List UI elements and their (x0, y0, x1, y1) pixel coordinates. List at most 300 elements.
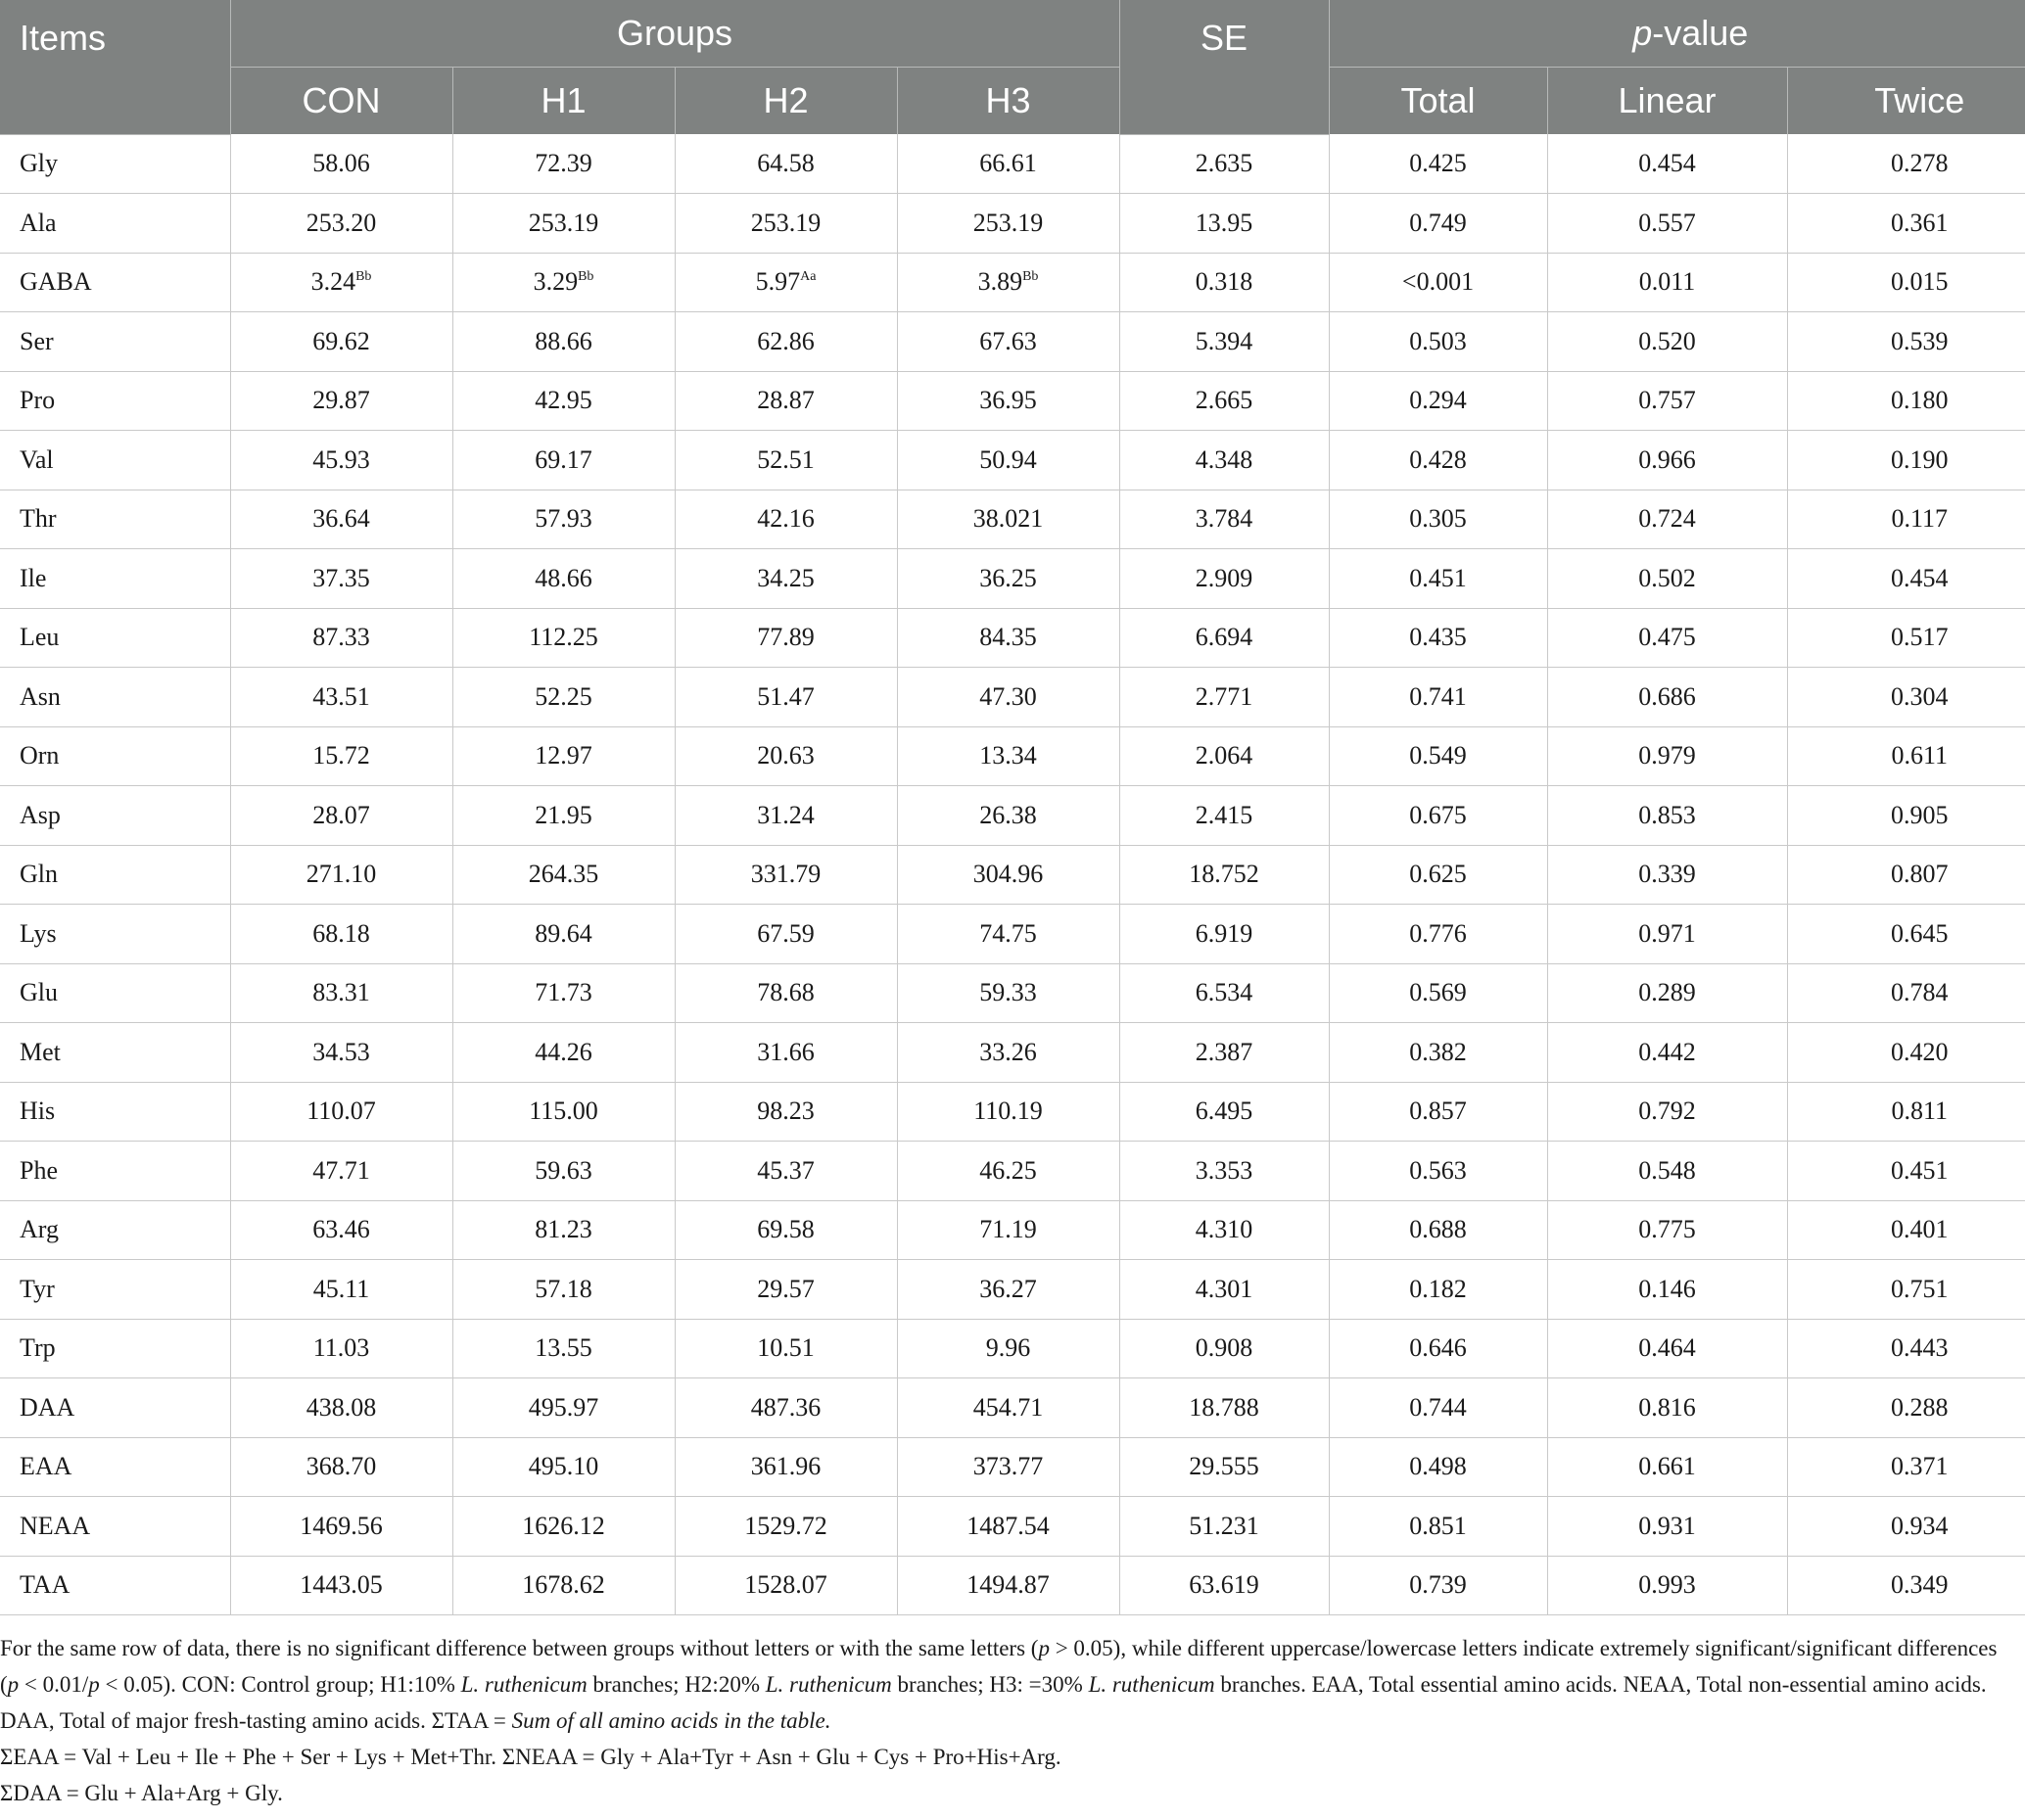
cell-value: 72.39 (535, 149, 592, 177)
cell-con (230, 1319, 452, 1378)
cell-linear (1547, 1260, 1787, 1320)
cell-total (1329, 549, 1547, 609)
cell-value: <0.001 (1401, 267, 1475, 297)
cell-value: 487.36 (750, 1392, 822, 1422)
cell-se (1119, 963, 1329, 1023)
cell-linear (1547, 905, 1787, 964)
row-label (0, 371, 230, 431)
cell-value: 0.117 (1891, 504, 1949, 534)
cell-linear (1547, 1142, 1787, 1201)
cell-value: 0.442 (1638, 1037, 1696, 1066)
cell-value: 2.064 (1195, 741, 1253, 770)
cell-value: 68.18 (312, 918, 370, 948)
cell-value: EAA (20, 1452, 72, 1481)
cell-h1 (452, 1142, 675, 1201)
cell-h1 (452, 1378, 675, 1438)
cell-h1 (452, 431, 675, 490)
row-label (0, 1082, 230, 1142)
cell-value: 0.857 (1409, 1097, 1467, 1126)
cell-linear (1547, 134, 1787, 194)
cell-value: 454.71 (972, 1392, 1044, 1422)
cell-twice (1787, 549, 2025, 609)
cell-se (1119, 608, 1329, 668)
cell-value: 31.24 (757, 800, 815, 829)
table-row (0, 905, 2025, 964)
table-row (0, 1437, 2025, 1497)
cell-value: 88.66 (535, 326, 592, 355)
significance-letters: Aa (800, 269, 817, 285)
footnote-italic: L. ruthenicum (765, 1672, 892, 1697)
cell-con (230, 1497, 452, 1557)
row-label (0, 1378, 230, 1438)
table-footnote (0, 1630, 2017, 1811)
cell-twice (1787, 608, 2025, 668)
table-row (0, 431, 2025, 490)
cell-value: 0.382 (1409, 1037, 1467, 1066)
cell-h3 (897, 668, 1119, 727)
cell-value: 0.934 (1891, 1511, 1949, 1540)
cell-se (1119, 549, 1329, 609)
cell-value: 13.34 (979, 741, 1037, 770)
cell-value: 51.47 (757, 681, 815, 711)
header-groups: Groups (230, 0, 1119, 68)
cell-value: 89.64 (535, 918, 592, 948)
cell-se (1119, 490, 1329, 549)
table-row (0, 549, 2025, 609)
cell-linear (1547, 1200, 1787, 1260)
cell-linear (1547, 490, 1787, 549)
table-row (0, 1378, 2025, 1438)
cell-value: 44.26 (535, 1037, 592, 1066)
cell-value: 495.97 (528, 1392, 599, 1422)
table-row (0, 668, 2025, 727)
cell-twice (1787, 312, 2025, 372)
cell-value: 31.66 (757, 1037, 815, 1066)
cell-value: 0.851 (1409, 1511, 1467, 1540)
cell-h3 (897, 1378, 1119, 1438)
cell-value: 0.349 (1891, 1570, 1949, 1600)
cell-value: 18.752 (1189, 860, 1259, 889)
cell-value: 28.07 (312, 800, 370, 829)
cell-con (230, 1200, 452, 1260)
cell-con (230, 431, 452, 490)
footnote-text: < 0.05). CON: Control group; H1:10% (99, 1672, 461, 1697)
cell-value: 48.66 (535, 563, 592, 592)
cell-value: 0.451 (1891, 1155, 1949, 1185)
header-pvalue-rest: -value (1652, 13, 1749, 53)
cell-con (230, 726, 452, 786)
cell-value: 0.557 (1638, 208, 1696, 237)
cell-value: 62.86 (757, 326, 815, 355)
cell-value: 63.619 (1189, 1570, 1259, 1600)
cell-value: 67.63 (979, 326, 1037, 355)
header-con: CON (230, 68, 452, 135)
cell-twice (1787, 253, 2025, 312)
table-row (0, 1319, 2025, 1378)
cell-total (1329, 253, 1547, 312)
cell-h3 (897, 905, 1119, 964)
cell-h3 (897, 431, 1119, 490)
cell-linear (1547, 608, 1787, 668)
cell-value: 253.20 (306, 208, 377, 237)
cell-h2 (675, 905, 897, 964)
cell-linear (1547, 845, 1787, 905)
cell-se (1119, 668, 1329, 727)
cell-h3 (897, 845, 1119, 905)
cell-con (230, 1378, 452, 1438)
cell-value: 0.611 (1891, 741, 1949, 770)
table-row (0, 1082, 2025, 1142)
table-header (0, 0, 2025, 134)
cell-value: 112.25 (529, 623, 598, 652)
cell-value: 0.811 (1891, 1097, 1949, 1126)
cell-value: 3.24 (310, 267, 356, 297)
cell-linear (1547, 963, 1787, 1023)
cell-h3 (897, 1260, 1119, 1320)
cell-value: 51.231 (1189, 1511, 1259, 1540)
cell-value: 6.694 (1195, 623, 1253, 652)
cell-value: 0.784 (1891, 978, 1949, 1007)
cell-value: 0.539 (1891, 326, 1949, 355)
cell-twice (1787, 668, 2025, 727)
cell-value: 1678.62 (522, 1570, 605, 1600)
cell-h3 (897, 1497, 1119, 1557)
cell-total (1329, 371, 1547, 431)
cell-value: 36.95 (979, 386, 1037, 415)
cell-value: Phe (20, 1155, 58, 1185)
row-label (0, 431, 230, 490)
cell-h3 (897, 608, 1119, 668)
cell-value: 29.57 (757, 1274, 815, 1303)
cell-value: 0.741 (1409, 681, 1467, 711)
footnote-text: branches; H2:20% (587, 1672, 766, 1697)
cell-total (1329, 134, 1547, 194)
cell-value: 34.25 (757, 563, 815, 592)
cell-value: 3.784 (1195, 504, 1253, 534)
cell-h2 (675, 253, 897, 312)
cell-h1 (452, 1319, 675, 1378)
cell-value: 1528.07 (744, 1570, 827, 1600)
cell-con (230, 371, 452, 431)
cell-h2 (675, 194, 897, 254)
significance-letters: Bb (1022, 269, 1039, 285)
cell-h2 (675, 608, 897, 668)
cell-con (230, 194, 452, 254)
cell-value: 0.548 (1638, 1155, 1696, 1185)
cell-value: 438.08 (306, 1392, 377, 1422)
cell-value: 0.675 (1409, 800, 1467, 829)
row-label (0, 1497, 230, 1557)
cell-value: 253.19 (528, 208, 599, 237)
cell-con (230, 1142, 452, 1201)
cell-value: GABA (20, 267, 92, 297)
cell-con (230, 490, 452, 549)
cell-value: 42.16 (757, 504, 815, 534)
cell-value: 9.96 (985, 1333, 1031, 1363)
cell-value: 0.435 (1409, 623, 1467, 652)
cell-se (1119, 1200, 1329, 1260)
cell-value: 52.51 (757, 444, 815, 474)
cell-value: Tyr (20, 1274, 55, 1303)
row-label (0, 194, 230, 254)
cell-total (1329, 726, 1547, 786)
cell-h3 (897, 1023, 1119, 1083)
header-total: Total (1329, 68, 1547, 135)
footnote-text: branches. EAA, Total essential amino acids. NEAA, Total non-essential amino acids. DAA, Total of major fresh-tasting amino acids. ΣTAA = (0, 1672, 1987, 1733)
cell-value: 36.25 (979, 563, 1037, 592)
cell-se (1119, 1082, 1329, 1142)
cell-linear (1547, 253, 1787, 312)
cell-h3 (897, 549, 1119, 609)
cell-h2 (675, 1260, 897, 1320)
cell-value: 0.190 (1891, 444, 1949, 474)
cell-value: 0.646 (1409, 1333, 1467, 1363)
cell-value: 2.415 (1195, 800, 1253, 829)
cell-con (230, 905, 452, 964)
header-h3: H3 (897, 68, 1119, 135)
cell-value: 47.30 (979, 681, 1037, 711)
cell-twice (1787, 1142, 2025, 1201)
cell-value: 0.318 (1195, 267, 1253, 297)
cell-linear (1547, 1023, 1787, 1083)
footnote-paragraph-3: ΣDAA = Glu + Ala+Arg + Gly. (0, 1781, 283, 1805)
cell-value: 0.569 (1409, 978, 1467, 1007)
table-row (0, 608, 2025, 668)
cell-value: 0.278 (1891, 149, 1949, 177)
cell-value: 43.51 (312, 681, 370, 711)
cell-value: 0.520 (1638, 326, 1696, 355)
cell-con (230, 1556, 452, 1615)
cell-linear (1547, 1082, 1787, 1142)
cell-twice (1787, 1556, 2025, 1615)
cell-value: 38.021 (972, 504, 1044, 534)
cell-value: 5.394 (1195, 326, 1253, 355)
cell-h1 (452, 371, 675, 431)
cell-h2 (675, 312, 897, 372)
table-row (0, 134, 2025, 194)
cell-con (230, 668, 452, 727)
cell-value: 29.555 (1189, 1452, 1259, 1481)
cell-h2 (675, 668, 897, 727)
cell-value: NEAA (20, 1511, 91, 1540)
table-row (0, 312, 2025, 372)
cell-twice (1787, 963, 2025, 1023)
row-label (0, 1556, 230, 1615)
cell-total (1329, 431, 1547, 490)
cell-value: Glu (20, 978, 58, 1007)
footnote-italic: p (1038, 1636, 1050, 1660)
cell-linear (1547, 431, 1787, 490)
cell-value: Arg (20, 1215, 59, 1244)
table-row (0, 1023, 2025, 1083)
cell-linear (1547, 726, 1787, 786)
cell-value: 3.89 (977, 267, 1023, 297)
cell-value: 0.751 (1891, 1274, 1949, 1303)
cell-value: 1487.54 (966, 1511, 1050, 1540)
cell-value: 69.62 (312, 326, 370, 355)
cell-h1 (452, 845, 675, 905)
cell-se (1119, 312, 1329, 372)
cell-value: 78.68 (757, 978, 815, 1007)
cell-twice (1787, 1023, 2025, 1083)
cell-value: 2.635 (1195, 149, 1253, 178)
cell-h1 (452, 1437, 675, 1497)
footnote-italic: Sum of all amino acids in the table. (511, 1708, 831, 1733)
header-twice: Twice (1787, 68, 2025, 135)
cell-con (230, 845, 452, 905)
cell-value: 0.517 (1891, 623, 1949, 652)
cell-h3 (897, 1319, 1119, 1378)
cell-value: 0.993 (1638, 1570, 1696, 1600)
table-row (0, 490, 2025, 549)
cell-h2 (675, 549, 897, 609)
cell-value: 368.70 (306, 1452, 377, 1481)
cell-h3 (897, 490, 1119, 549)
cell-h2 (675, 431, 897, 490)
header-se: SE (1119, 0, 1329, 134)
cell-se (1119, 905, 1329, 964)
cell-h2 (675, 1200, 897, 1260)
cell-value: 0.686 (1638, 681, 1696, 711)
footnote-italic: L. ruthenicum (460, 1672, 588, 1697)
row-label (0, 253, 230, 312)
cell-con (230, 253, 452, 312)
cell-value: 4.301 (1195, 1274, 1253, 1303)
cell-h2 (675, 490, 897, 549)
header-h1: H1 (452, 68, 675, 135)
cell-value: 57.93 (535, 504, 592, 534)
cell-value: 373.77 (972, 1452, 1044, 1481)
cell-value: Orn (20, 741, 60, 770)
cell-h2 (675, 1497, 897, 1557)
row-label (0, 1142, 230, 1201)
cell-twice (1787, 1319, 2025, 1378)
cell-con (230, 608, 452, 668)
footnote-text: < 0.01/ (19, 1672, 89, 1697)
cell-value: Val (20, 444, 54, 474)
cell-h1 (452, 905, 675, 964)
cell-value: 0.304 (1891, 681, 1949, 711)
cell-se (1119, 1142, 1329, 1201)
cell-value: 0.724 (1638, 504, 1696, 534)
cell-se (1119, 371, 1329, 431)
table-row (0, 1556, 2025, 1615)
cell-value: 0.661 (1638, 1452, 1696, 1481)
cell-con (230, 786, 452, 846)
cell-h1 (452, 490, 675, 549)
cell-h1 (452, 194, 675, 254)
cell-value: 110.19 (973, 1097, 1043, 1126)
row-label (0, 845, 230, 905)
cell-con (230, 1260, 452, 1320)
cell-value: 0.454 (1891, 563, 1949, 592)
cell-value: 45.37 (757, 1155, 815, 1185)
cell-h3 (897, 253, 1119, 312)
cell-h2 (675, 726, 897, 786)
footnote-paragraph-2: ΣEAA = Val + Leu + Ile + Phe + Ser + Lys + Met+Thr. ΣNEAA = Gly + Ala+Tyr + Asn + Glu + Cys + Pro+His+Arg. (0, 1745, 1061, 1769)
cell-twice (1787, 134, 2025, 194)
cell-con (230, 1437, 452, 1497)
cell-value: 87.33 (312, 623, 370, 652)
cell-h1 (452, 1023, 675, 1083)
footnote-text: For the same row of data, there is no significant difference between groups without letters or with the same letters ( (0, 1636, 1039, 1660)
cell-value: 15.72 (312, 741, 370, 770)
cell-value: 58.06 (312, 149, 370, 177)
cell-con (230, 1023, 452, 1083)
cell-value: 0.688 (1409, 1215, 1467, 1244)
cell-value: 45.93 (312, 444, 370, 474)
table-row (0, 1497, 2025, 1557)
cell-value: 4.310 (1195, 1215, 1253, 1244)
cell-twice (1787, 1378, 2025, 1438)
cell-value: 0.294 (1409, 386, 1467, 415)
table-row (0, 786, 2025, 846)
cell-value: 83.31 (312, 978, 370, 1007)
cell-value: DAA (20, 1392, 75, 1422)
footnote-text: branches; H3: =30% (891, 1672, 1089, 1697)
cell-se (1119, 194, 1329, 254)
cell-value: 26.38 (979, 800, 1037, 829)
cell-value: 264.35 (528, 860, 599, 889)
cell-linear (1547, 668, 1787, 727)
cell-value: 4.348 (1195, 444, 1253, 474)
cell-value: 34.53 (312, 1037, 370, 1066)
cell-value: 10.51 (757, 1333, 815, 1363)
cell-value: 331.79 (750, 860, 822, 889)
cell-value: 52.25 (535, 681, 592, 711)
cell-value: 36.27 (979, 1274, 1037, 1303)
cell-value: 2.387 (1195, 1037, 1253, 1066)
cell-h3 (897, 726, 1119, 786)
cell-value: 59.63 (535, 1155, 592, 1185)
table-row (0, 845, 2025, 905)
cell-con (230, 549, 452, 609)
cell-value: 33.26 (979, 1037, 1037, 1066)
table-row (0, 963, 2025, 1023)
row-label (0, 786, 230, 846)
cell-value: 84.35 (979, 623, 1037, 652)
cell-value: 0.289 (1638, 978, 1696, 1007)
cell-value: 59.33 (979, 978, 1037, 1007)
cell-linear (1547, 1556, 1787, 1615)
cell-value: TAA (20, 1570, 71, 1600)
cell-h3 (897, 963, 1119, 1023)
cell-h2 (675, 1437, 897, 1497)
row-label (0, 312, 230, 372)
cell-se (1119, 431, 1329, 490)
table-row (0, 371, 2025, 431)
cell-value: 0.498 (1409, 1452, 1467, 1481)
cell-h3 (897, 1082, 1119, 1142)
cell-value: 361.96 (750, 1452, 822, 1481)
cell-h1 (452, 1497, 675, 1557)
cell-value: 0.011 (1638, 267, 1696, 297)
cell-value: 0.182 (1409, 1274, 1467, 1303)
cell-value: 18.788 (1189, 1392, 1259, 1422)
cell-value: 0.979 (1638, 741, 1696, 770)
cell-linear (1547, 371, 1787, 431)
cell-value: 0.966 (1638, 444, 1696, 474)
cell-value: 495.10 (528, 1452, 599, 1481)
cell-value: 50.94 (979, 444, 1037, 474)
cell-linear (1547, 1319, 1787, 1378)
cell-h2 (675, 1319, 897, 1378)
cell-value: 0.905 (1891, 800, 1949, 829)
cell-value: 57.18 (535, 1274, 592, 1303)
cell-value: 71.19 (979, 1215, 1037, 1244)
cell-value: 13.95 (1195, 208, 1253, 237)
cell-total (1329, 905, 1547, 964)
